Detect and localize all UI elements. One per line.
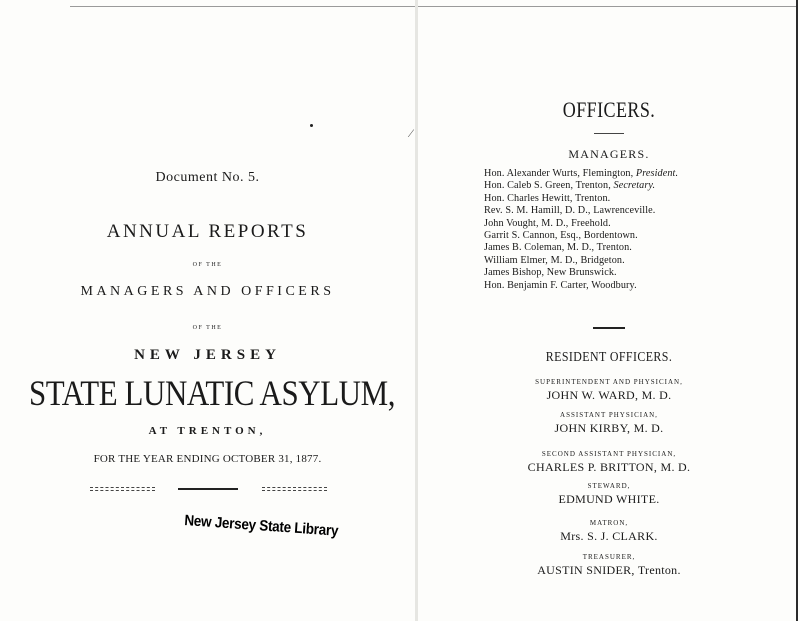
manager-item: Rev. S. M. Hamill, D. D., Lawrenceville. xyxy=(484,205,656,217)
divider xyxy=(178,488,238,490)
divider xyxy=(262,487,327,488)
of-the-label: OF THE xyxy=(192,262,223,268)
library-stamp: New Jersey State Library xyxy=(183,512,339,540)
officer-name: JOHN W. WARD, M. D. xyxy=(546,388,672,402)
officer-name: Mrs. S. J. CLARK. xyxy=(560,529,658,543)
officer-position: MATRON, xyxy=(589,519,629,527)
title-state-lunatic-asylum: STATE LUNATIC ASYLUM, xyxy=(28,373,396,413)
officer-name: CHARLES P. BRITTON, M. D. xyxy=(527,460,691,474)
officer-position: TREASURER, xyxy=(582,553,636,561)
title-managers-officers: MANAGERS AND OFFICERS xyxy=(80,284,335,299)
divider xyxy=(594,133,624,134)
officer-name: JOHN KIRBY, M. D. xyxy=(554,421,664,435)
managers-list xyxy=(484,168,678,292)
manager-item: Hon. Benjamin F. Carter, Woodbury. xyxy=(484,279,637,291)
document-number: Document No. 5. xyxy=(155,170,260,185)
location-line: AT TRENTON, xyxy=(148,425,267,437)
title-new-jersey: NEW JERSEY xyxy=(134,347,281,363)
margin-mark: ⁄ xyxy=(410,126,413,140)
officer-position: SUPERINTENDENT AND PHYSICIAN, xyxy=(535,378,683,386)
top-edge-line xyxy=(418,6,796,7)
manager-item: Hon. Charles Hewitt, Trenton. xyxy=(484,192,611,204)
right-page xyxy=(418,0,800,621)
officer-name: EDMUND WHITE. xyxy=(558,492,660,506)
divider xyxy=(593,327,625,329)
manager-item: Garrit S. Cannon, Esq., Bordentown. xyxy=(484,230,638,242)
manager-item: Hon. Caleb S. Green, Trenton, Secretary. xyxy=(484,180,656,192)
resident-officers-heading: RESIDENT OFFICERS. xyxy=(545,350,673,365)
manager-item: William Elmer, M. D., Bridgeton. xyxy=(484,254,625,266)
year-ending-line: FOR THE YEAR ENDING OCTOBER 31, 1877. xyxy=(93,453,322,465)
speck xyxy=(310,124,313,127)
officer-position: ASSISTANT PHYSICIAN, xyxy=(560,411,658,419)
title-annual-reports: ANNUAL REPORTS xyxy=(106,221,309,242)
officers-heading: OFFICERS. xyxy=(562,97,656,122)
officer-name: AUSTIN SNIDER, Trenton. xyxy=(537,563,681,577)
divider xyxy=(262,490,327,491)
page-edge xyxy=(796,0,798,621)
manager-item: James B. Coleman, M. D., Trenton. xyxy=(484,242,632,254)
manager-item: Hon. Alexander Wurts, Flemington, President. xyxy=(484,168,679,179)
manager-item: John Vought, M. D., Freehold. xyxy=(484,217,611,229)
officer-position: STEWARD, xyxy=(587,482,631,490)
top-edge-line xyxy=(70,6,415,7)
divider xyxy=(90,490,155,491)
officer-position: SECOND ASSISTANT PHYSICIAN, xyxy=(541,450,677,458)
managers-heading: MANAGERS. xyxy=(568,147,650,161)
manager-item: James Bishop, New Brunswick. xyxy=(484,267,617,279)
divider xyxy=(90,487,155,488)
of-the-label: OF THE xyxy=(192,325,223,331)
